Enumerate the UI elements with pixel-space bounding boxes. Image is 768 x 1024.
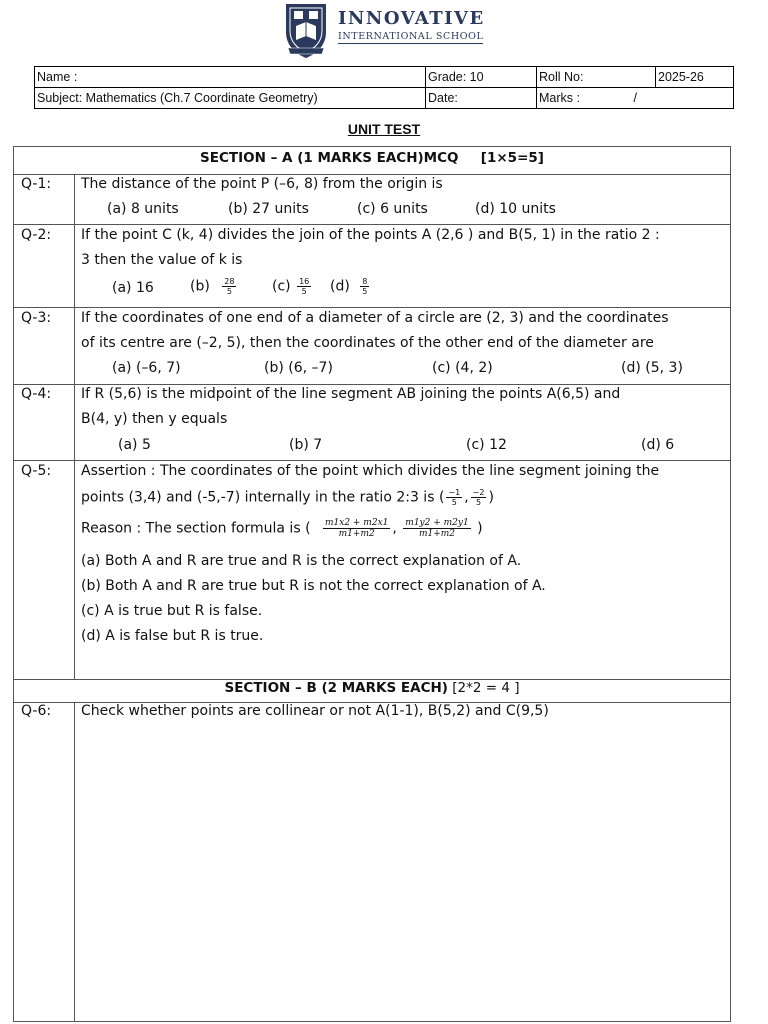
q2-option-c xyxy=(272,277,313,296)
rule xyxy=(14,224,730,225)
q1-number: Q-1: xyxy=(21,176,52,192)
q4-option-c: (c) 12 xyxy=(466,437,507,453)
section-a-marks: [1×5=5] xyxy=(480,150,544,166)
marks-slash: / xyxy=(633,91,637,105)
q5-assertion-line-1: Assertion : The coordinates of the point which divides the line segment joining the xyxy=(81,463,660,479)
q5-option-c: (c) A is true but R is false. xyxy=(81,603,263,619)
subject-field: Subject: Mathematics (Ch.7 Coordinate Geometry) xyxy=(35,88,426,109)
q3-option-b: (b) (6, –7) xyxy=(264,360,333,376)
info-row-2 xyxy=(35,88,734,109)
section-b-marks: [2*2 = 4 ] xyxy=(452,680,520,696)
fraction-numerator: m1y2 + m2y1 xyxy=(405,518,469,528)
q5-reason-text: Reason : The section formula is ( xyxy=(81,520,311,537)
rule xyxy=(14,384,730,385)
q5-comma: , xyxy=(464,489,469,506)
q5-formula-y xyxy=(403,518,470,539)
name-field[interactable]: Name : xyxy=(35,67,426,88)
q6-number: Q-6: xyxy=(21,703,52,719)
q2-line-2: 3 then the value of k is xyxy=(81,252,243,268)
fraction-denominator: 5 xyxy=(476,498,482,507)
fraction-numerator: 16 xyxy=(299,277,310,286)
q2-number: Q-2: xyxy=(21,227,52,243)
q4-line-1: If R (5,6) is the midpoint of the line segment AB joining the points A(6,5) and xyxy=(81,386,621,402)
q1-option-c: (c) 6 units xyxy=(357,201,428,217)
q1-option-b: (b) 27 units xyxy=(228,201,309,217)
fraction-numerator: 8 xyxy=(362,277,368,286)
section-a-title: SECTION – A (1 MARKS EACH)MCQ xyxy=(200,150,459,166)
fraction-denominator: 5 xyxy=(301,287,307,296)
q2-option-b-fraction xyxy=(222,277,236,296)
q2-option-d-label: (d) xyxy=(330,278,350,295)
marks-field[interactable] xyxy=(537,88,734,109)
q5-formula-comma: , xyxy=(392,520,397,537)
q4-option-d: (d) 6 xyxy=(641,437,675,453)
rule xyxy=(14,174,730,175)
q3-number: Q-3: xyxy=(21,310,52,326)
q2-line-1: If the point C (k, 4) divides the join of the points A (2,6 ) and B(5, 1) in the ratio 2 : xyxy=(81,227,660,243)
school-subtitle: INTERNATIONAL SCHOOL xyxy=(338,31,484,42)
crest-icon xyxy=(282,2,330,60)
q5-formula-close: ) xyxy=(477,520,483,537)
rule xyxy=(14,307,730,308)
q3-option-c: (c) (4, 2) xyxy=(432,360,493,376)
fraction-denominator: 5 xyxy=(362,287,368,296)
fraction-numerator: m1x2 + m2x1 xyxy=(324,518,389,528)
fraction-denominator: 5 xyxy=(226,287,232,296)
q3-option-a: (a) (–6, 7) xyxy=(112,360,181,376)
fraction-denominator: 5 xyxy=(451,498,457,507)
page-title: UNIT TEST xyxy=(347,121,421,137)
q4-option-a: (a) 5 xyxy=(118,437,151,453)
q5-reason-line xyxy=(81,518,483,539)
marks-label: Marks : xyxy=(539,91,580,105)
q5-assertion-line-2 xyxy=(81,488,494,507)
q5-option-a: (a) Both A and R are true and R is the correct explanation of A. xyxy=(81,553,522,569)
info-row-1 xyxy=(35,67,734,88)
year-field: 2025-26 xyxy=(656,67,734,88)
q5-option-b: (b) Both A and R are true but R is not the correct explanation of A. xyxy=(81,578,546,594)
q5-number: Q-5: xyxy=(21,463,52,479)
school-logo xyxy=(282,2,492,60)
section-a-heading xyxy=(14,150,730,166)
q1-text: The distance of the point P (–6, 8) from the origin is xyxy=(81,176,443,192)
school-name: INNOVATIVE xyxy=(338,8,485,29)
q4-number: Q-4: xyxy=(21,386,52,402)
fraction-numerator: −2 xyxy=(472,488,485,497)
question-paper xyxy=(13,146,731,1022)
q5-option-d: (d) A is false but R is true. xyxy=(81,628,264,644)
q3-option-d: (d) (5, 3) xyxy=(621,360,683,376)
column-divider-a xyxy=(74,174,75,679)
fraction-denominator: m1+m2 xyxy=(338,529,375,539)
roll-field[interactable]: Roll No: xyxy=(537,67,656,88)
q4-line-2: B(4, y) then y equals xyxy=(81,411,228,427)
q5-fraction-1 xyxy=(446,488,462,507)
fraction-numerator: −1 xyxy=(448,488,461,497)
q4-option-b: (b) 7 xyxy=(289,437,323,453)
q1-option-a: (a) 8 units xyxy=(107,201,179,217)
q2-option-b-label: (b) xyxy=(190,278,210,295)
fraction-numerator: 28 xyxy=(224,277,235,286)
q2-option-c-label: (c) xyxy=(272,278,291,295)
q6-text: Check whether points are collinear or not A(1-1), B(5,2) and C(9,5) xyxy=(81,703,549,719)
q5-close-paren: ) xyxy=(488,489,494,506)
grade-field: Grade: 10 xyxy=(426,67,537,88)
section-b-heading xyxy=(14,680,730,696)
q2-option-b xyxy=(190,277,238,296)
q3-line-2: of its centre are (–2, 5), then the coordinates of the other end of the diameter are xyxy=(81,335,654,351)
q5-formula-x xyxy=(323,518,390,539)
q1-option-d: (d) 10 units xyxy=(475,201,556,217)
date-field[interactable]: Date: xyxy=(426,88,537,109)
q2-option-a: (a) 16 xyxy=(112,280,154,296)
q2-option-c-fraction xyxy=(297,277,311,296)
student-info-table xyxy=(34,66,734,109)
rule xyxy=(14,460,730,461)
q3-line-1: If the coordinates of one end of a diameter of a circle are (2, 3) and the coordinates xyxy=(81,310,669,326)
q2-option-d-fraction xyxy=(360,277,369,296)
q5-assertion-text: points (3,4) and (-5,-7) internally in the ratio 2:3 is ( xyxy=(81,489,445,506)
section-b-title: SECTION – B (2 MARKS EACH) xyxy=(224,680,448,696)
q2-option-d xyxy=(330,277,371,296)
column-divider-b xyxy=(74,702,75,1022)
fraction-denominator: m1+m2 xyxy=(418,529,456,539)
q5-fraction-2 xyxy=(471,488,487,507)
